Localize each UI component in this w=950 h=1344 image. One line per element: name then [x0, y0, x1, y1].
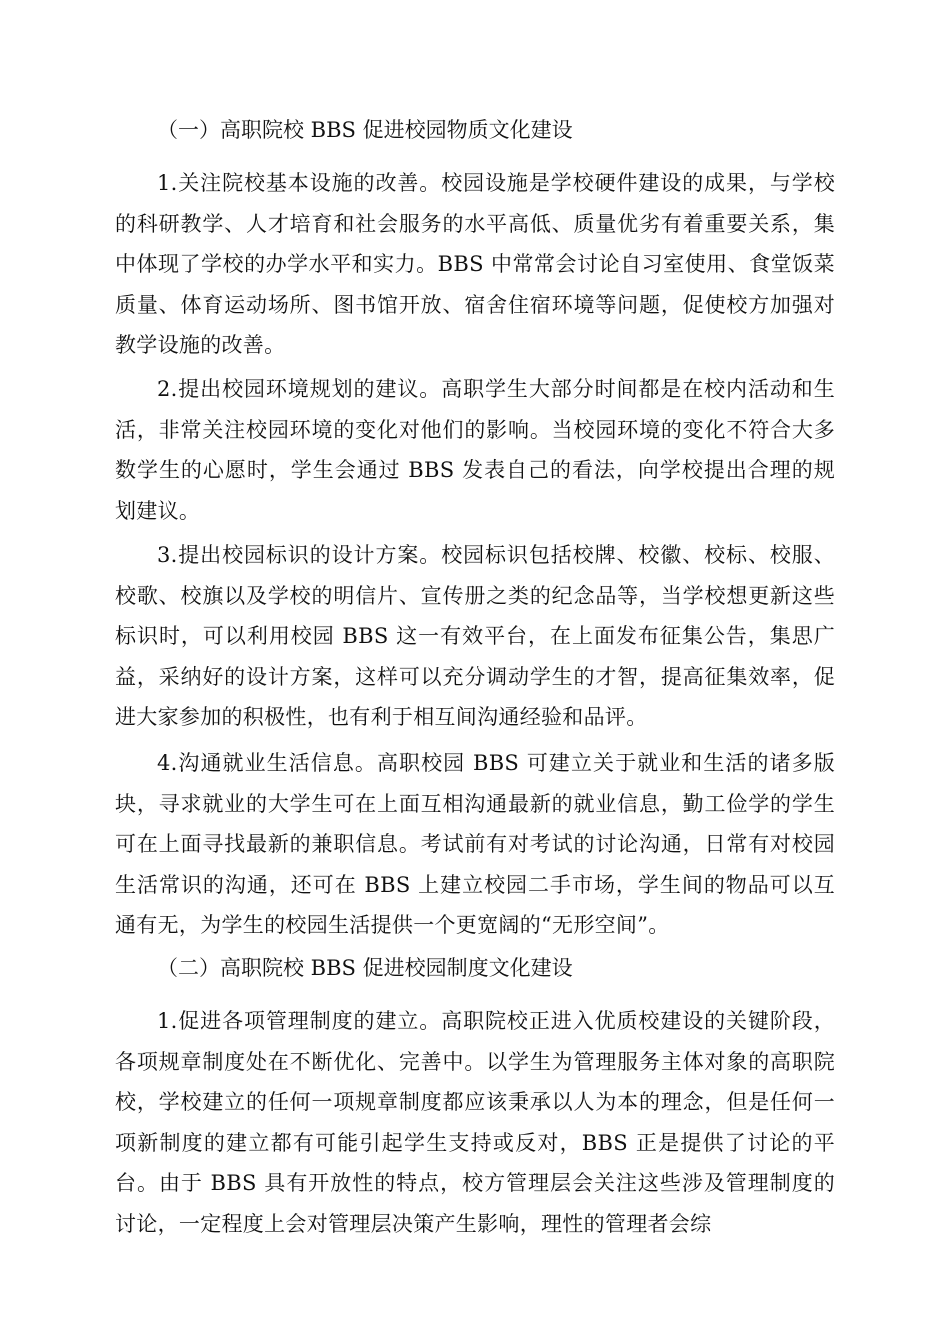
section-heading-2: （二）高职院校 BBS 促进校园制度文化建设 — [157, 956, 573, 980]
paragraph-4: 4.沟通就业生活信息。高职校园 BBS 可建立关于就业和生活的诸多版块，寻求就业的大学生可在上面互相沟通最新的就业信息，勤工俭学的学生可在上面寻找最新的兼职信息。考试前有对考试的讨论沟通，日常有对校园生活常识的沟通，还可在 BBS 上建立校园二手市场，学生间的物品可以互通有无，为学生的校园生活提供一个更宽阔的“无形空间”。 — [115, 751, 835, 937]
section-heading-1: （一）高职院校 BBS 促进校园物质文化建设 — [157, 118, 573, 142]
paragraph-3: 3.提出校园标识的设计方案。校园标识包括校牌、校徽、校标、校服、校歌、校旗以及学校的明信片、宣传册之类的纪念品等，当学校想更新这些标识时，可以利用校园 BBS 这一有效平台，在上面发布征集公告，集思广益，采纳好的设计方案，这样可以充分调动学生的才智，提高征集效率，促进大家参加的积极性，也有利于相互间沟通经验和品评。 — [115, 543, 835, 729]
paragraph-5: 1.促进各项管理制度的建立。高职院校正进入优质校建设的关键阶段，各项规章制度处在不断优化、完善中。以学生为管理服务主体对象的高职院校，学校建立的任何一项规章制度都应该秉承以人为本的理念，但是任何一项新制度的建立都有可能引起学生支持或反对，BBS 正是提供了讨论的平台。由于 BBS 具有开放性的特点，校方管理层会关注这些涉及管理制度的讨论，一定程度上会对管理层决策产生影响，理性的管理者会综 — [115, 1009, 835, 1236]
paragraph-1: 1.关注院校基本设施的改善。校园设施是学校硬件建设的成果，与学校的科研教学、人才培育和社会服务的水平高低、质量优劣有着重要关系，集中体现了学校的办学水平和实力。BBS 中常常会讨论自习室使用、食堂饭菜质量、体育运动场所、图书馆开放、宿舍住宿环境等问题，促使校方加强对教学设施的改善。 — [115, 171, 835, 357]
paragraph-2: 2.提出校园环境规划的建议。高职学生大部分时间都是在校内活动和生活，非常关注校园环境的变化对他们的影响。当校园环境的变化不符合大多数学生的心愿时，学生会通过 BBS 发表自己的看法，向学校提出合理的规划建议。 — [115, 377, 835, 523]
